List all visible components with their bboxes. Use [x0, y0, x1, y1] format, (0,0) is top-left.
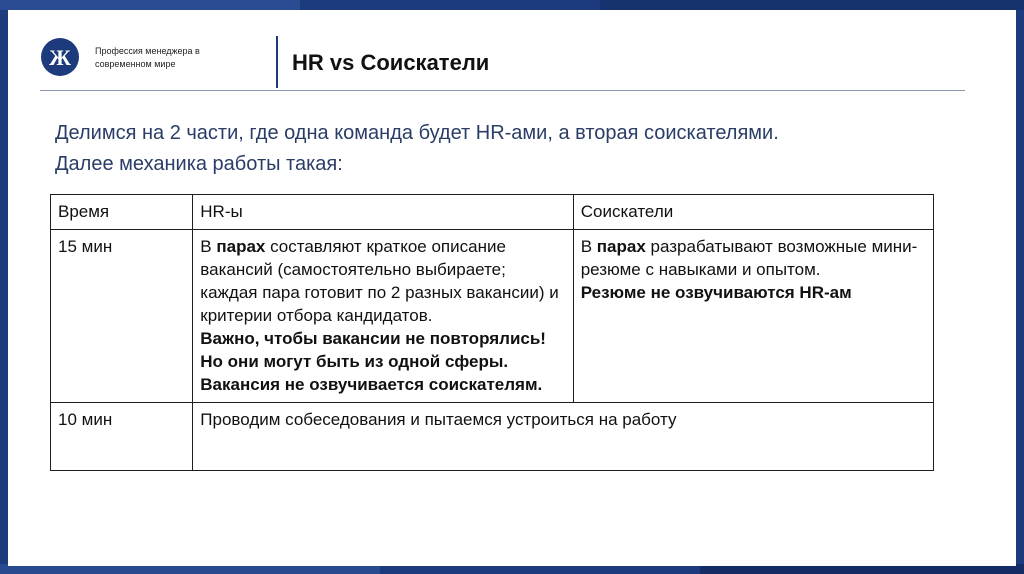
- university-logo: [41, 38, 79, 76]
- course-name: Профессия менеджера в современном мире: [95, 46, 200, 69]
- row2-activity: Проводим собеседования и пытаемся устроиться на работу: [193, 403, 934, 471]
- svg-text:Ж: Ж: [49, 45, 71, 70]
- table-row: [51, 403, 934, 471]
- header-candidates: Соискатели: [573, 195, 933, 230]
- title-underline: [40, 90, 965, 91]
- row2-time: 10 мин: [51, 403, 193, 471]
- header-divider: [276, 36, 278, 88]
- row1-candidates: В парах разрабатывают возможные мини-резюме с навыками и опытом. Резюме не озвучиваются HR-ам: [573, 230, 933, 403]
- header-time: Время: [51, 195, 193, 230]
- table-header-row: [51, 195, 934, 230]
- page-title: HR vs Соискатели: [292, 50, 490, 75]
- row1-time: 15 мин: [51, 230, 193, 403]
- activity-table: [50, 194, 934, 471]
- intro-text: Делимся на 2 части, где одна команда будет HR-ами, а вторая соискателями. Далее механика работы такая:: [55, 122, 779, 175]
- row1-hr: В парах составляют краткое описание вакансий (самостоятельно выбираете; каждая пара готовит по 2 разных вакансии) и критерии отбора кандидатов. Важно, чтобы вакансии не повторялись! Но они могут быть из одной сферы. Вакансия не озвучивается соискателям.: [193, 230, 573, 403]
- header-hr: HR-ы: [193, 195, 573, 230]
- table-row: [51, 230, 934, 403]
